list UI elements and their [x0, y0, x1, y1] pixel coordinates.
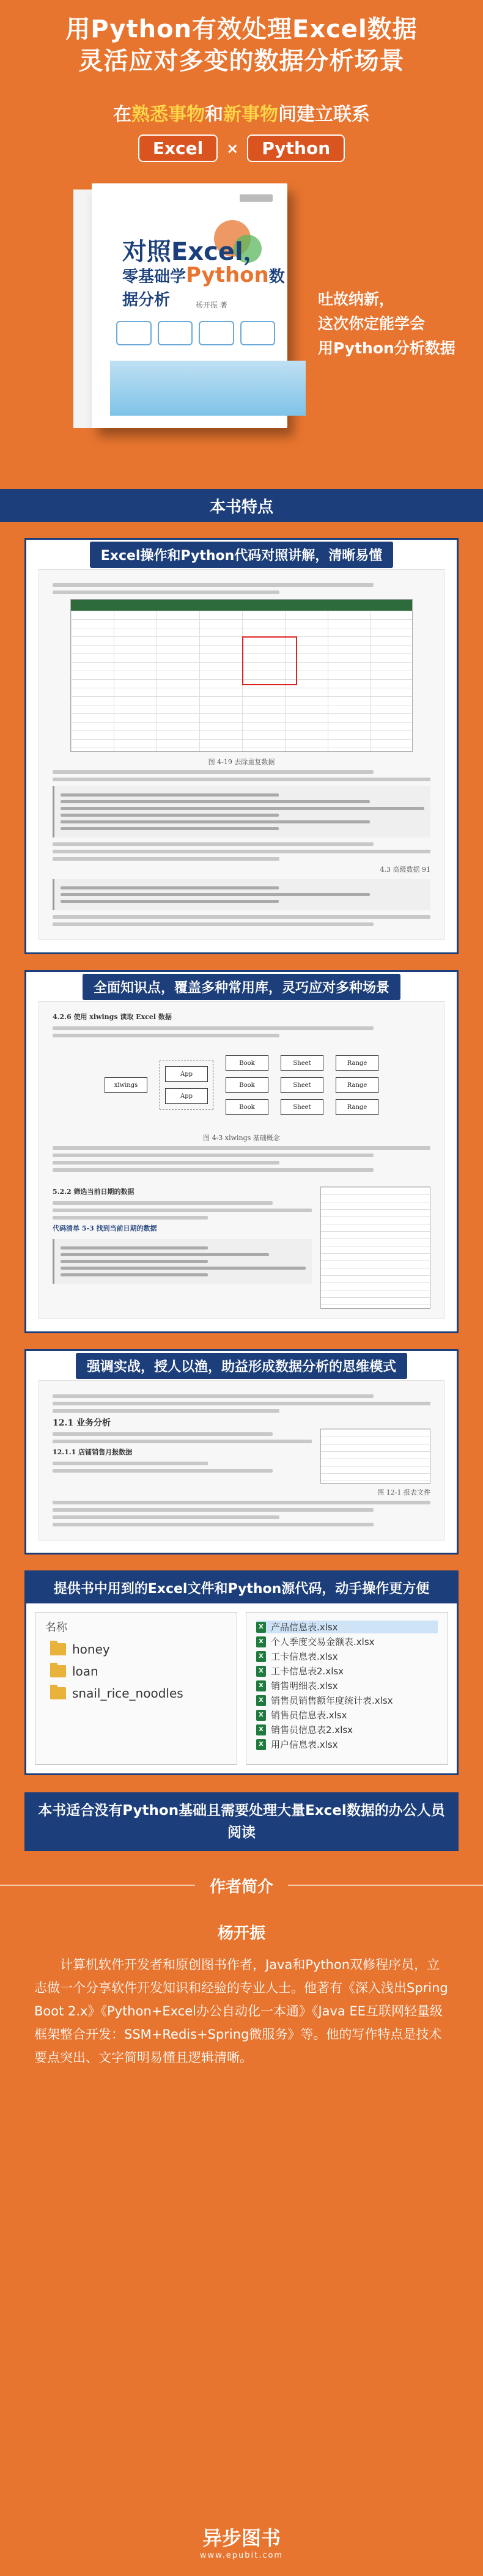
screenshot-thumbnail	[320, 1187, 430, 1309]
excel-file-icon: X	[256, 1622, 266, 1633]
sub-prefix: 在	[113, 104, 131, 125]
diagram-xlwings: xlwings	[105, 1077, 147, 1093]
brand-logo: 异步图书	[202, 2526, 281, 2550]
xlsx-file-label: 销售员信息表.xlsx	[271, 1710, 347, 1721]
xlsx-list	[256, 1621, 438, 1751]
excel-file-icon: X	[256, 1710, 266, 1721]
diagram-book: Book	[226, 1055, 268, 1071]
excel-file-icon: X	[256, 1739, 266, 1750]
author-heading: 作者简介	[195, 1874, 288, 1897]
book-author: 杨开振 著	[196, 301, 227, 309]
card-1-footer: 4.3 高级数据 91	[380, 866, 430, 874]
excel-file-icon: X	[256, 1651, 266, 1662]
diagram-sheet: Sheet	[281, 1055, 323, 1071]
features-heading-bar	[0, 489, 483, 522]
excel-file-icon: X	[256, 1636, 266, 1647]
xlsx-file-label: 个人季度交易金额表.xlsx	[271, 1636, 375, 1647]
card-3-section: 12.1 业务分析	[53, 1418, 111, 1428]
book-title-prefix: 零基础学	[122, 268, 186, 286]
xlsx-file-item[interactable]	[256, 1694, 438, 1707]
author-name: 杨开振	[217, 1924, 265, 1943]
xlsx-file-label: 产品信息表.xlsx	[271, 1622, 338, 1633]
xlsx-file-item[interactable]	[256, 1621, 438, 1633]
diagram-sheet: Sheet	[281, 1099, 323, 1115]
excel-file-icon: X	[256, 1695, 266, 1706]
book-face	[92, 183, 287, 428]
chart-icon	[158, 321, 193, 345]
hero-side-text	[318, 287, 455, 361]
folder-label: loan	[72, 1664, 98, 1679]
hero-title-line1: 用Python有效处理Excel数据	[65, 15, 418, 43]
diagram-range: Range	[336, 1099, 378, 1115]
cover-chart-icons	[116, 321, 275, 358]
folder-label: honey	[72, 1642, 110, 1657]
highlight-box	[242, 636, 297, 685]
diagram-sheet: Sheet	[281, 1077, 323, 1093]
side-line2: 这次你定能学会	[318, 315, 426, 333]
xlsx-file-label: 用户信息表.xlsx	[271, 1739, 338, 1750]
diagram-app: App	[165, 1088, 208, 1104]
sub-highlight-2: 新事物	[223, 104, 278, 125]
folder-item[interactable]	[50, 1664, 227, 1679]
card-3-heading: 强调实战，授人以渔，助益形成数据分析的思维模式	[76, 1353, 407, 1379]
xlsx-file-label: 销售员销售额年度统计表.xlsx	[271, 1695, 393, 1706]
feature-card-2	[24, 970, 459, 1333]
book-spine	[73, 190, 94, 428]
diagram-book: Book	[226, 1099, 268, 1115]
card-2-section2: 5.2.2 筛选当前日期的数据	[53, 1188, 135, 1196]
card-2-code-label: 代码清单 5-3 找到当前日期的数据	[53, 1224, 157, 1232]
card-1-heading: Excel操作和Python代码对照讲解，清晰易懂	[90, 542, 394, 568]
card-2-section: 4.2.6 使用 xlwings 读取 Excel 数据	[53, 1013, 172, 1021]
side-line3: 用Python分析数据	[318, 339, 455, 357]
column-name: 名称	[45, 1621, 67, 1634]
code-block	[53, 1239, 312, 1284]
report-file-thumb	[320, 1429, 430, 1484]
audience-note: 本书适合没有Python基础且需要处理大量Excel数据的办公人员阅读	[24, 1792, 459, 1851]
folder-item[interactable]	[50, 1642, 227, 1657]
xlsx-file-label: 销售明细表.xlsx	[271, 1680, 338, 1691]
python-pill: Python	[247, 134, 345, 162]
folder-pane	[35, 1612, 237, 1765]
brand-footer	[0, 2523, 483, 2560]
diagram-book: Book	[226, 1077, 268, 1093]
chart-icon	[116, 321, 152, 345]
card-3-fig-caption: 图 12-1 报表文件	[377, 1489, 430, 1496]
hero-title	[0, 0, 483, 77]
diagram-range: Range	[336, 1077, 378, 1093]
book-title-line1: 对照Excel，	[122, 238, 268, 266]
excel-file-icon: X	[256, 1666, 266, 1677]
xlsx-file-label: 销售员信息表2.xlsx	[271, 1724, 353, 1735]
book-title-python: Python	[186, 263, 269, 287]
card-2-heading: 全面知识点，覆盖多种常用库，灵巧应对多种场景	[83, 974, 400, 1000]
folder-icon	[50, 1687, 66, 1699]
chart-icon	[240, 321, 276, 345]
xlsx-file-item[interactable]	[256, 1650, 438, 1663]
xlsx-pane	[246, 1612, 448, 1765]
sub-mid: 和	[205, 104, 223, 125]
sub-highlight-1: 熟悉事物	[131, 104, 205, 125]
side-line1: 吐故纳新，	[318, 290, 395, 308]
xlsx-file-item[interactable]	[256, 1709, 438, 1721]
times-glyph: ×	[226, 139, 239, 157]
book-title-suffix: 数据分析	[122, 268, 285, 309]
publisher-logo	[240, 194, 273, 202]
hero	[0, 0, 483, 489]
card-1-body	[39, 569, 444, 940]
code-block	[53, 786, 430, 837]
xlsx-file-item[interactable]	[256, 1635, 438, 1648]
excel-file-icon: X	[256, 1680, 266, 1691]
sub-suffix: 间建立联系	[278, 104, 370, 125]
hero-subtitle	[0, 99, 483, 126]
excel-pill: Excel	[138, 134, 218, 162]
brand-url: www.epubit.com	[199, 2551, 284, 2560]
pill-row	[0, 134, 483, 162]
card-2-fig-caption: 图 4-3 xlwings 基础概念	[203, 1134, 280, 1142]
excel-sheet-image	[70, 599, 413, 752]
author-heading-bar	[0, 1867, 483, 1904]
code-block	[53, 879, 430, 910]
author-bio: 计算机软件开发者和原创图书作者，Java和Python双修程序员，立志做一个分享软件开发知识和经验的专业人士。他著有《深入浅出Spring Boot 2.x》《Python+Excel办公自动化一本通》《Java EE互联网轻量级框架整合开发：SSM+Redis+Spring微服务》等。他的写作特点是技术要点突出、文字简明易懂且逻辑清晰。	[34, 1957, 448, 2065]
chart-icon	[199, 321, 234, 345]
xlsx-file-item[interactable]	[256, 1738, 438, 1751]
folder-icon	[50, 1665, 66, 1677]
card-3-body	[39, 1380, 444, 1540]
features-heading: 本书特点	[209, 498, 273, 517]
folder-list	[45, 1642, 227, 1701]
xlsx-file-label: 工卡信息表2.xlsx	[271, 1666, 344, 1677]
diagram-app: App	[165, 1066, 208, 1082]
diagram-range: Range	[336, 1055, 378, 1071]
folder-icon	[50, 1643, 66, 1655]
card-2-body	[39, 1001, 444, 1319]
xlsx-file-label: 工卡信息表.xlsx	[271, 1651, 338, 1662]
xlsx-file-item[interactable]	[256, 1679, 438, 1692]
card-1-fig-caption: 图 4-19 去除重复数据	[208, 758, 275, 766]
feature-card-3	[24, 1349, 459, 1555]
feature-card-1	[24, 538, 459, 954]
xlsx-file-item[interactable]	[256, 1665, 438, 1677]
hero-title-line2: 灵活应对多变的数据分析场景	[78, 47, 405, 75]
card-3-section2: 12.1.1 店铺销售月报数据	[53, 1448, 133, 1456]
xlsx-file-item[interactable]	[256, 1723, 438, 1736]
folder-item[interactable]	[50, 1686, 227, 1701]
files-heading: 提供书中用到的Excel文件和Python源代码，动手操作更方便	[26, 1572, 457, 1603]
book-cover	[73, 183, 293, 440]
author-section	[0, 1921, 483, 2069]
folder-label: snail_rice_noodles	[72, 1686, 183, 1701]
xlwings-diagram	[53, 1042, 430, 1128]
cover-ribbon	[110, 361, 306, 416]
files-panel	[24, 1570, 459, 1775]
excel-file-icon: X	[256, 1724, 266, 1735]
